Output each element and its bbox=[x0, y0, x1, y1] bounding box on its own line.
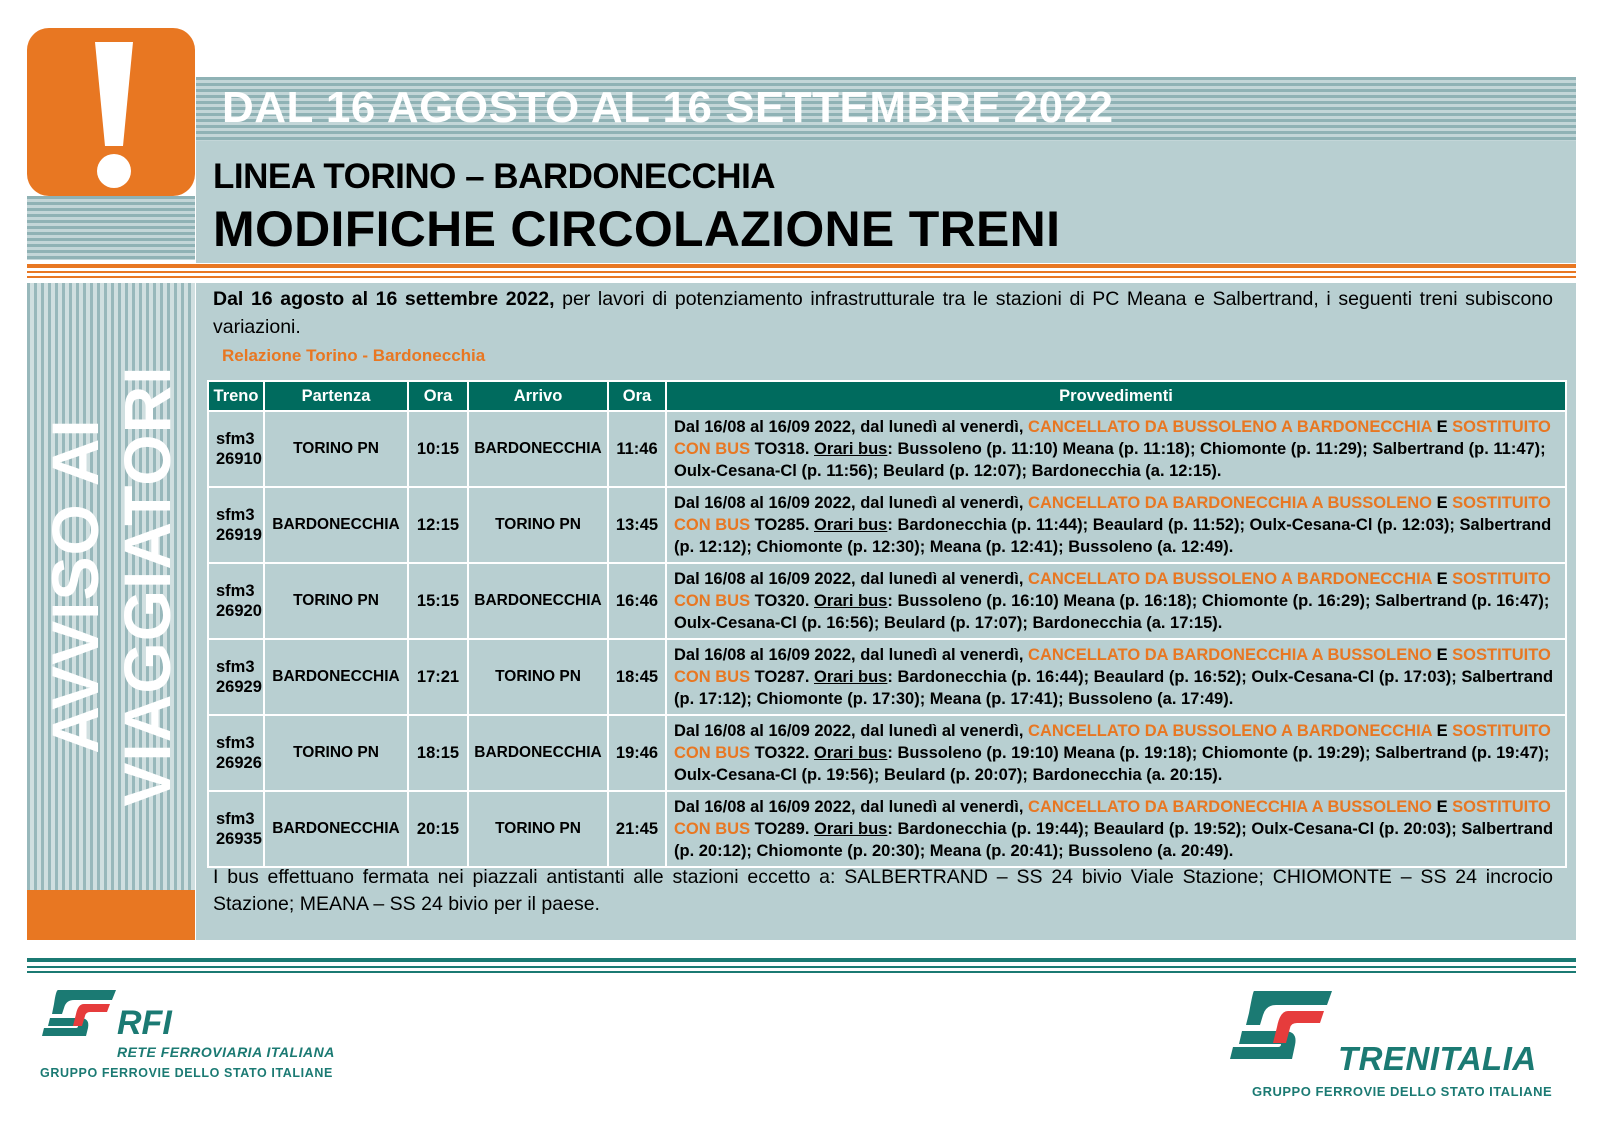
measures-cell bbox=[666, 411, 1566, 487]
table-row bbox=[208, 639, 1566, 715]
left-stripe-band bbox=[27, 196, 195, 260]
train-number: 26920 bbox=[216, 602, 262, 620]
train-cell bbox=[208, 487, 264, 563]
train-line: sfm3 bbox=[216, 506, 255, 524]
note-and: E bbox=[1431, 722, 1453, 740]
table-row bbox=[208, 563, 1566, 639]
side-banner-line-1: AVVISO AI bbox=[38, 418, 112, 754]
rfi-logo-name: RFI bbox=[117, 1004, 172, 1042]
left-orange-block bbox=[27, 890, 195, 940]
train-line: sfm3 bbox=[216, 734, 255, 752]
note-bus: SOSTITUITO CON BUS bbox=[674, 418, 1551, 458]
rfi-logo-group: GRUPPO FERROVIE DELLO STATO ITALIANE bbox=[40, 1066, 333, 1080]
table-header-row bbox=[208, 381, 1566, 411]
departure-cell: TORINO PN bbox=[264, 563, 408, 639]
note-code: TO322. bbox=[750, 744, 814, 762]
relation-label: Relazione Torino - Bardonecchia bbox=[222, 346, 486, 365]
side-banner-text bbox=[39, 365, 183, 806]
note-label: Orari bus bbox=[814, 668, 888, 686]
note-bus: SOSTITUITO CON BUS bbox=[674, 722, 1551, 762]
note-code: TO287. bbox=[750, 668, 814, 686]
headline: MODIFICHE CIRCOLAZIONE TRENI bbox=[213, 201, 1061, 257]
trenitalia-logo-name: TRENITALIA bbox=[1338, 1040, 1537, 1077]
train-cell bbox=[208, 639, 264, 715]
note-times: : Bardonecchia (p. 11:44); Beaulard (p. 11:52); Oulx-Cesana-Cl (p. 12:03); Salbertrand (p. 12:12); Chiomonte (p. 12:30); Meana (p. 12:41); Bussoleno (a. 12:49). bbox=[674, 516, 1552, 556]
measures-cell bbox=[666, 715, 1566, 791]
divider-teal bbox=[27, 971, 1576, 973]
table-row bbox=[208, 487, 1566, 563]
header-arr-time: Ora bbox=[608, 381, 666, 411]
arrival-cell: BARDONECCHIA bbox=[468, 715, 608, 791]
note-and: E bbox=[1431, 798, 1453, 816]
table-row bbox=[208, 791, 1566, 867]
departure-cell: TORINO PN bbox=[264, 715, 408, 791]
train-cell bbox=[208, 563, 264, 639]
alert-box bbox=[27, 28, 195, 196]
arrival-cell: TORINO PN bbox=[468, 639, 608, 715]
note-lead: Dal 16/08 al 16/09 2022, dal lunedì al venerdì, bbox=[674, 494, 1029, 512]
table-row bbox=[208, 411, 1566, 487]
side-banner-line-2: VIAGGIATORI bbox=[110, 365, 184, 807]
note-cancel: CANCELLATO DA BUSSOLENO A BARDONECCHIA bbox=[1028, 418, 1432, 436]
note-code: TO285. bbox=[750, 516, 814, 534]
note-and: E bbox=[1431, 646, 1453, 664]
note-bus: SOSTITUITO CON BUS bbox=[674, 646, 1551, 686]
note-lead: Dal 16/08 al 16/09 2022, dal lunedì al venerdì, bbox=[674, 722, 1029, 740]
measures-cell bbox=[666, 639, 1566, 715]
note-times: : Bussoleno (p. 11:10) Meana (p. 11:18); Chiomonte (p. 11:29); Salbertrand (p. 11:47); Oulx-Cesana-Cl (p. 11:56); Beulard (p. 12:07); Bardonecchia (a. 12:15). bbox=[674, 440, 1546, 480]
note-label: Orari bus bbox=[814, 744, 888, 762]
note-lead: Dal 16/08 al 16/09 2022, dal lunedì al venerdì, bbox=[674, 570, 1029, 588]
dep-time-cell: 12:15 bbox=[408, 487, 468, 563]
dep-time-cell: 15:15 bbox=[408, 563, 468, 639]
header-arrival: Arrivo bbox=[468, 381, 608, 411]
arr-time-cell: 18:45 bbox=[608, 639, 666, 715]
rfi-logo-subtitle: RETE FERROVIARIA ITALIANA bbox=[117, 1044, 335, 1060]
note-lead: Dal 16/08 al 16/09 2022, dal lunedì al venerdì, bbox=[674, 798, 1029, 816]
arr-time-cell: 11:46 bbox=[608, 411, 666, 487]
note-times: : Bardonecchia (p. 19:44); Beaulard (p. 19:52); Oulx-Cesana-Cl (p. 20:03); Salbertrand (p. 20:12); Chiomonte (p. 20:30); Meana (p. 20:41); Bussoleno (a. 20:49). bbox=[674, 820, 1554, 860]
arr-time-cell: 13:45 bbox=[608, 487, 666, 563]
train-number: 26929 bbox=[216, 678, 262, 696]
arr-time-cell: 16:46 bbox=[608, 563, 666, 639]
note-code: TO320. bbox=[750, 592, 814, 610]
measures-cell bbox=[666, 563, 1566, 639]
train-cell bbox=[208, 411, 264, 487]
train-line: sfm3 bbox=[216, 810, 255, 828]
train-cell bbox=[208, 715, 264, 791]
departure-cell: BARDONECCHIA bbox=[264, 791, 408, 867]
divider-orange bbox=[27, 271, 1576, 273]
train-line: sfm3 bbox=[216, 658, 255, 676]
departure-cell: BARDONECCHIA bbox=[264, 487, 408, 563]
train-number: 26935 bbox=[216, 830, 262, 848]
header-train: Treno bbox=[208, 381, 264, 411]
note-times: : Bardonecchia (p. 16:44); Beaulard (p. 16:52); Oulx-Cesana-Cl (p. 17:03); Salbertrand (p. 17:12); Chiomonte (p. 17:30); Meana (p. 17:41); Bussoleno (a. 17:49). bbox=[674, 668, 1554, 708]
note-lead: Dal 16/08 al 16/09 2022, dal lunedì al venerdì, bbox=[674, 646, 1029, 664]
note-times: : Bussoleno (p. 19:10) Meana (p. 19:18); Chiomonte (p. 19:29); Salbertrand (p. 19:47); Oulx-Cesana-Cl (p. 19:56); Beulard (p. 20:07); Bardonecchia (a. 20:15). bbox=[674, 744, 1550, 784]
note-times: : Bussoleno (p. 16:10) Meana (p. 16:18); Chiomonte (p. 16:29); Salbertrand (p. 16:47); Oulx-Cesana-Cl (p. 16:56); Beulard (p. 17:07); Bardonecchia (a. 17:15). bbox=[674, 592, 1550, 632]
note-cancel: CANCELLATO DA BUSSOLENO A BARDONECCHIA bbox=[1028, 570, 1432, 588]
fs-logo-icon bbox=[40, 982, 120, 1042]
divider-teal bbox=[27, 958, 1576, 962]
note-code: TO318. bbox=[750, 440, 814, 458]
note-bus: SOSTITUITO CON BUS bbox=[674, 798, 1551, 838]
note-bus: SOSTITUITO CON BUS bbox=[674, 570, 1551, 610]
arrival-cell: TORINO PN bbox=[468, 791, 608, 867]
note-label: Orari bus bbox=[814, 820, 888, 838]
note-label: Orari bus bbox=[814, 440, 888, 458]
dep-time-cell: 10:15 bbox=[408, 411, 468, 487]
train-cell bbox=[208, 791, 264, 867]
note-cancel: CANCELLATO DA BUSSOLENO A BARDONECCHIA bbox=[1028, 722, 1432, 740]
intro-bold: Dal 16 agosto al 16 settembre 2022, bbox=[213, 288, 555, 310]
dep-time-cell: 18:15 bbox=[408, 715, 468, 791]
note-bus: SOSTITUITO CON BUS bbox=[674, 494, 1551, 534]
train-line: sfm3 bbox=[216, 582, 255, 600]
header-dep-time: Ora bbox=[408, 381, 468, 411]
schedule-table bbox=[207, 380, 1567, 868]
divider-teal bbox=[27, 966, 1576, 968]
note-lead: Dal 16/08 al 16/09 2022, dal lunedì al venerdì, bbox=[674, 418, 1029, 436]
trenitalia-logo-group: GRUPPO FERROVIE DELLO STATO ITALIANE bbox=[1252, 1084, 1553, 1099]
note-and: E bbox=[1431, 418, 1453, 436]
note-cancel: CANCELLATO DA BARDONECCHIA A BUSSOLENO bbox=[1028, 646, 1432, 664]
measures-cell bbox=[666, 487, 1566, 563]
exclamation-icon bbox=[27, 28, 195, 196]
train-number: 26919 bbox=[216, 526, 262, 544]
arr-time-cell: 19:46 bbox=[608, 715, 666, 791]
note-code: TO289. bbox=[750, 820, 814, 838]
table-row bbox=[208, 715, 1566, 791]
note-label: Orari bus bbox=[814, 592, 888, 610]
intro-text: per lavori di potenziamento infrastrutturale tra le stazioni di PC Meana e Salbertrand, i seguenti treni subiscono variazioni. bbox=[213, 288, 1553, 338]
measures-cell bbox=[666, 791, 1566, 867]
train-number: 26926 bbox=[216, 754, 262, 772]
arrival-cell: TORINO PN bbox=[468, 487, 608, 563]
arrival-cell: BARDONECCHIA bbox=[468, 411, 608, 487]
departure-cell: BARDONECCHIA bbox=[264, 639, 408, 715]
header-departure: Partenza bbox=[264, 381, 408, 411]
arr-time-cell: 21:45 bbox=[608, 791, 666, 867]
train-number: 26910 bbox=[216, 450, 262, 468]
note-and: E bbox=[1431, 494, 1453, 512]
divider-orange bbox=[27, 276, 1576, 278]
arrival-cell: BARDONECCHIA bbox=[468, 563, 608, 639]
note-and: E bbox=[1431, 570, 1453, 588]
departure-cell: TORINO PN bbox=[264, 411, 408, 487]
note-cancel: CANCELLATO DA BARDONECCHIA A BUSSOLENO bbox=[1028, 494, 1432, 512]
fs-logo-icon bbox=[1228, 985, 1338, 1075]
intro-paragraph bbox=[213, 285, 1553, 341]
note-cancel: CANCELLATO DA BARDONECCHIA A BUSSOLENO bbox=[1028, 798, 1432, 816]
divider-orange bbox=[27, 264, 1576, 268]
line-name: LINEA TORINO – BARDONECCHIA bbox=[213, 157, 776, 196]
train-line: sfm3 bbox=[216, 430, 255, 448]
footer-note: I bus effettuano fermata nei piazzali antistanti alle stazioni eccetto a: SALBERTRAND – SS 24 bivio Viale Stazione; CHIOMONTE – SS 24 incrocio Stazione; MEANA – SS 24 bivio per il paese. bbox=[213, 866, 1553, 915]
dep-time-cell: 20:15 bbox=[408, 791, 468, 867]
title-date: DAL 16 AGOSTO AL 16 SETTEMBRE 2022 bbox=[222, 83, 1114, 132]
header-measures: Provvedimenti bbox=[666, 381, 1566, 411]
note-label: Orari bus bbox=[814, 516, 888, 534]
dep-time-cell: 17:21 bbox=[408, 639, 468, 715]
